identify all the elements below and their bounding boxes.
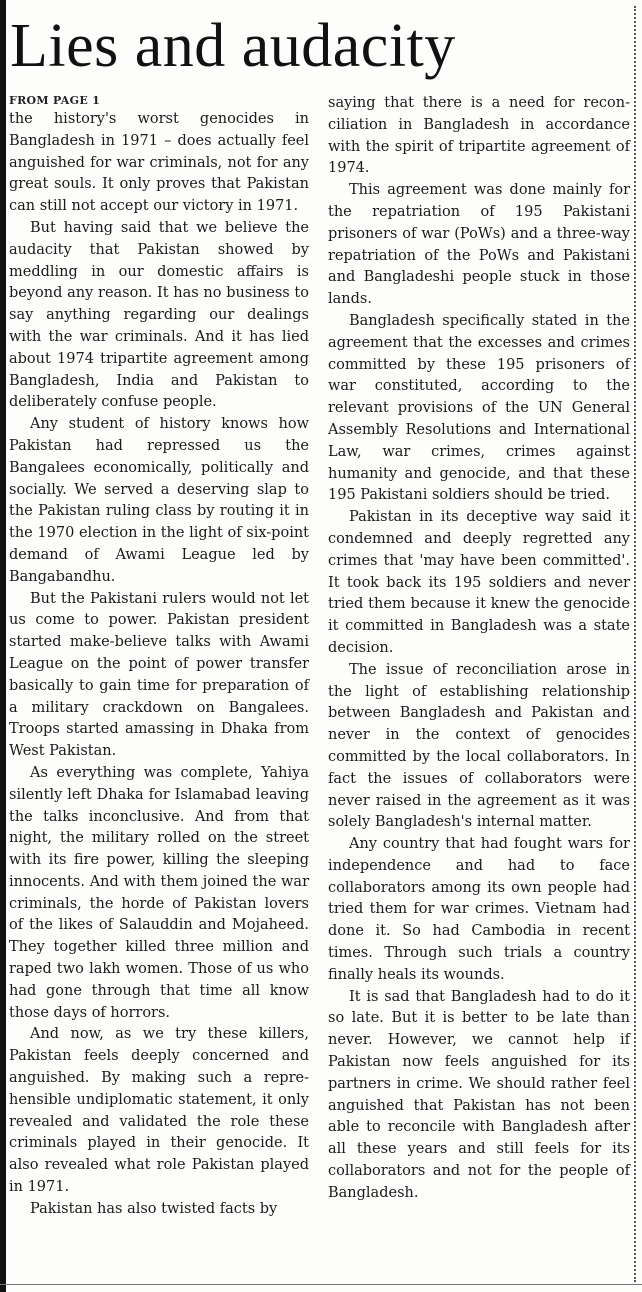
paragraph: Any student of history knows how Pakistan had repressed us the Bangalees economically, politically and socially. We served a deserving slap to the Pakistan ruling class by routing it in the 1970 election in the light of six-point demand of Awami League led by Bangabandhu.	[9, 416, 309, 585]
paragraph: the history's worst genocides in Bangladesh in 1971 – does actually feel anguished for war criminals, not for any great souls. It only proves that Pakistan can still not accept our victory in 1971.	[9, 111, 309, 215]
paragraph: As everything was complete, Yahiya silently left Dhaka for Islamabad leaving the talks inconclusive. And from that night, the military rolled on the street with its fire power, killing the sleeping innocents. And with them joined the war criminals, the horde of Pakistan lovers of the likes of Salauddin and Mojaheed. They together killed three million and raped two lakh women. Those of us who had gone through that time all know those days of horrors.	[9, 764, 309, 1021]
article-column-left	[9, 93, 309, 1221]
paragraph: And now, as we try these killers, Pakistan feels deeply concerned and anguished. By making such a reprehensible undiplomatic statement, it only revealed and validated the role these criminals played in their genocide. It also revealed what role Pakistan played in 1971.	[9, 1026, 309, 1196]
paragraph: But the Pakistani rulers would not let us come to power. Pakistan president started make-believe talks with Awami League on the point of power transfer basically to gain time for preparation of a military crackdown on Bangalees. Troops started amassing in Dhaka from West Pakistan.	[9, 590, 309, 760]
paragraph: Pakistan in its deceptive way said it condemned and deeply regretted any crimes that 'may have been committed'. It took back its 195 soldiers and never tried them because it knew the genocide it committed in Bangladesh was a state decision.	[328, 509, 630, 656]
paragraph: But having said that we believe the audacity that Pakistan showed by meddling in our domestic affairs is beyond any reason. It has no business to say anything regarding our dealings with the war criminals. And it has lied about 1974 tripartite agreement among Bangladesh, India and Pakistan to deliberately confuse people.	[9, 219, 309, 411]
paragraph: Any country that had fought wars for independence and had to face collaborators among its own people had tried them for war crimes. Vietnam had done it. So had Cambodia in recent times. Through such trials a country finally heals its wounds.	[328, 836, 630, 983]
left-column-rule	[0, 0, 6, 1292]
jump-line: FROM PAGE 1	[9, 94, 101, 107]
paragraph: saying that there is a need for reconciliation in Bangladesh in accordance with the spirit of tripartite agreement of 1974.	[328, 95, 630, 177]
paragraph: The issue of reconciliation arose in the light of establishing relationship between Bangladesh and Pakistan and never in the context of genocides committed by the local collaborators. In fact the issues of collaborators were never raised in the agreement as it was solely Bangladesh's internal matter.	[328, 661, 630, 831]
dotted-cut-line	[634, 6, 636, 1282]
paragraph: Bangladesh specifically stated in the agreement that the excesses and crimes committed by these 195 prisoners of war constituted, according to the relevant provisions of the UN General Assembly Resolutions and International Law, war crimes, crimes against humanity and genocide, and that these 195 Pakistani soldiers should be tried.	[328, 312, 630, 504]
headline: Lies and audacity	[10, 12, 456, 80]
bottom-rule	[0, 1284, 642, 1285]
paragraph: Pakistan has also twisted facts by	[30, 1200, 278, 1217]
paragraph: It is sad that Bangladesh had to do it so late. But it is better to be late than never. However, we cannot help if Pakistan now feels anguished for its partners in crime. We should rather feel anguished that Pakistan has not been able to reconcile with Bangladesh after all these years and still feels for its collaborators and not for the people of Bangladesh.	[328, 988, 630, 1201]
article-column-right	[328, 93, 630, 1205]
paragraph: This agreement was done mainly for the repatriation of 195 Pakistani prisoners of war (PoWs) and a three-way repatriation of the PoWs and Pakistani and Bangladeshi people stuck in those lands.	[328, 182, 630, 308]
